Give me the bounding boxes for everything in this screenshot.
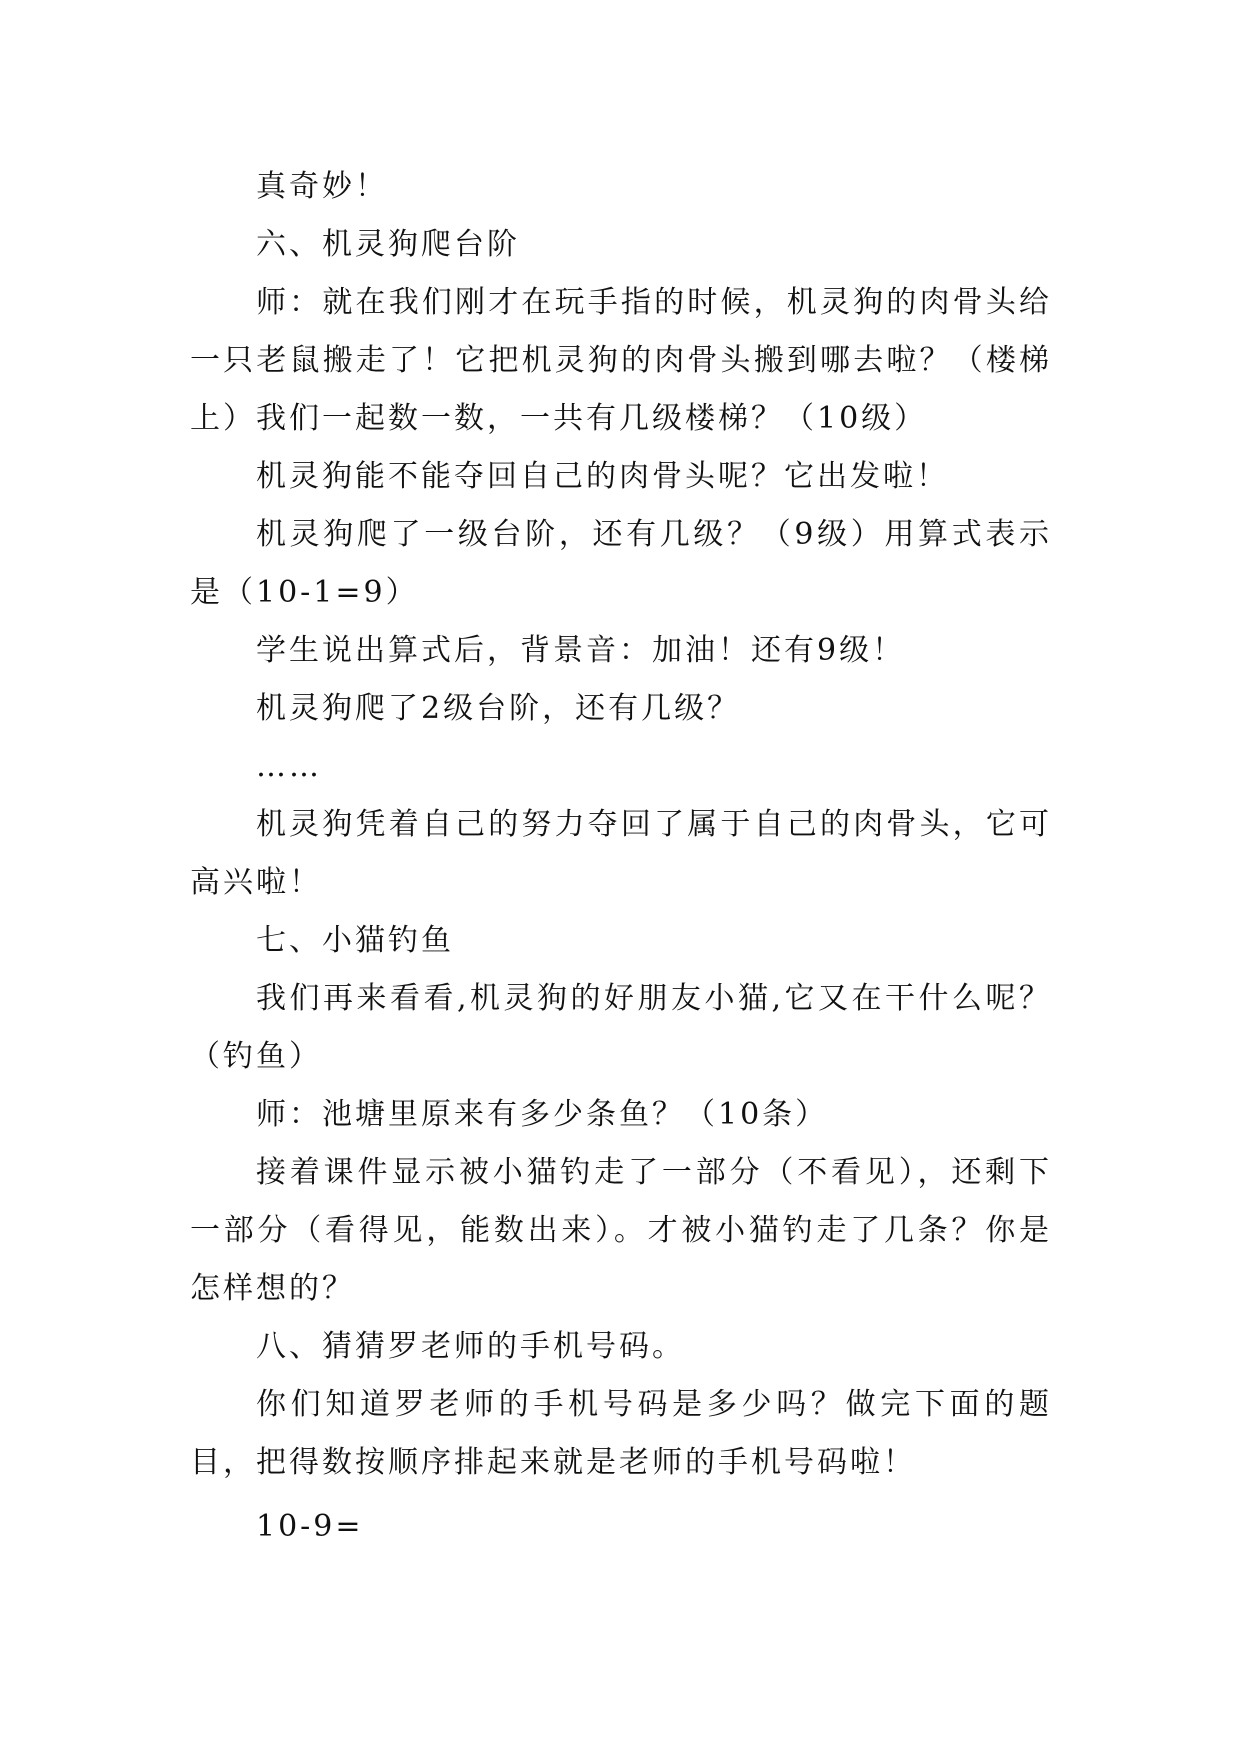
paragraph-phone-number: 你们知道罗老师的手机号码是多少吗？做完下面的题目，把得数按顺序排起来就是老师的手机号码啦！ [190,1387,1052,1480]
paragraph-cat-fishing: 我们再来看看,机灵狗的好朋友小猫,它又在干什么呢？（钓鱼） [190,981,1052,1074]
section-heading-six: 六、机灵狗爬台阶 [256,227,520,262]
paragraph-fish-count: 师：池塘里原来有多少条鱼？（10条） [256,1097,829,1132]
section-heading-seven: 七、小猫钓鱼 [256,923,454,958]
paragraph-ellipsis: …… [256,749,322,784]
paragraph-teacher-intro: 师：就在我们刚才在玩手指的时候，机灵狗的肉骨头给一只老鼠搬走了！它把机灵狗的肉骨头搬到哪去啦？（楼梯上）我们一起数一数，一共有几级楼梯？（10级） [190,285,1052,436]
paragraph-background-sound: 学生说出算式后，背景音：加油！还有9级！ [256,633,906,668]
document-body [190,158,1052,1556]
paragraph-dog-sets-off: 机灵狗能不能夺回自己的肉骨头呢？它出发啦！ [256,459,949,494]
paragraph-closing-line: 真奇妙！ [256,169,388,204]
paragraph-first-step: 机灵狗爬了一级台阶，还有几级？（9级）用算式表示是（10-1=9） [190,517,1052,610]
section-heading-eight: 八、猜猜罗老师的手机号码。 [256,1329,685,1364]
paragraph-equation: 10-9= [256,1509,364,1544]
paragraph-courseware: 接着课件显示被小猫钓走了一部分（不看见），还剩下一部分（看得见，能数出来）。才被小猫钓走了几条？你是怎样想的？ [190,1155,1052,1306]
paragraph-dog-succeeds: 机灵狗凭着自己的努力夺回了属于自己的肉骨头，它可高兴啦！ [190,807,1052,900]
paragraph-second-step: 机灵狗爬了2级台阶，还有几级？ [256,691,741,726]
